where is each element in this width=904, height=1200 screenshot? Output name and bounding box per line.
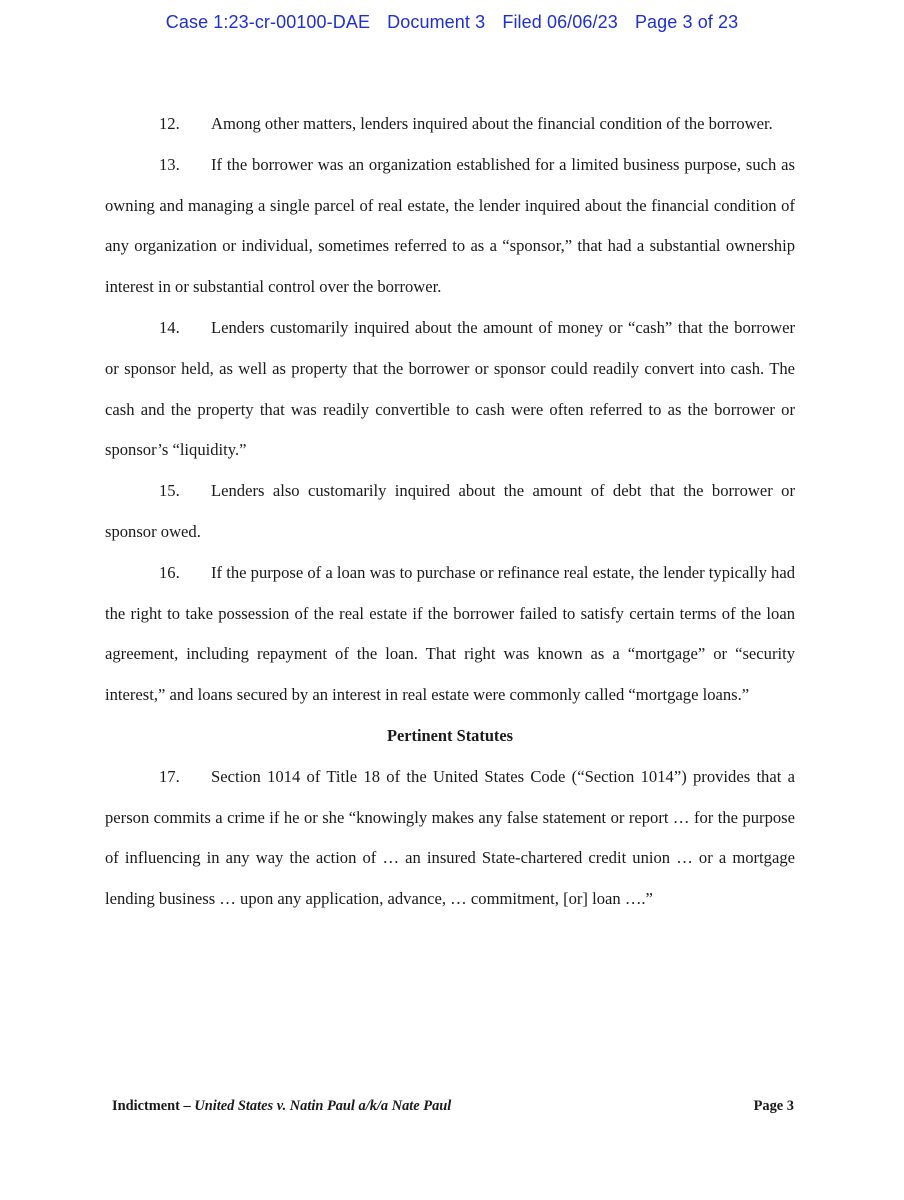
paragraph-number: 13.	[159, 154, 180, 174]
footer-label: Indictment –	[112, 1098, 191, 1114]
paragraph-13	[105, 145, 795, 308]
paragraph-12	[105, 104, 795, 145]
paragraph-15	[105, 471, 795, 553]
case-number: Case 1:23-cr-00100-DAE	[165, 12, 371, 32]
document-body	[105, 104, 795, 920]
filed-date: Filed 06/06/23	[502, 12, 618, 32]
paragraph-number: 16.	[159, 562, 180, 582]
filing-header	[0, 12, 904, 33]
footer-title	[112, 1098, 451, 1115]
page-footer	[112, 1098, 794, 1115]
paragraph-number: 17.	[159, 766, 180, 786]
paragraph-text: Section 1014 of Title 18 of the United States Code (“Section 1014”) provides that a person commits a crime if he or she “knowingly makes any false statement or report … for the purpose of influencing in any way the action of … an insured State-chartered credit union … or a mortgage lending business … upon any application, advance, … commitment, [or] loan ….”	[105, 766, 795, 909]
document-number: Document 3	[387, 12, 486, 32]
paragraph-number: 14.	[159, 317, 180, 337]
section-heading: Pertinent Statutes	[386, 725, 514, 745]
footer-case-name: United States v. Natin Paul a/k/a Nate Paul	[194, 1098, 452, 1114]
paragraph-text: If the borrower was an organization established for a limited business purpose, such as owning and managing a single parcel of real estate, the lender inquired about the financial condition of any organization or individual, sometimes referred to as a “sponsor,” that had a substantial ownership interest in or substantial control over the borrower.	[105, 154, 795, 297]
footer-page-number: Page 3	[753, 1098, 794, 1114]
page-count: Page 3 of 23	[634, 12, 739, 32]
paragraph-number: 12.	[159, 114, 180, 133]
paragraph-14	[105, 308, 795, 471]
paragraph-text: Lenders also customarily inquired about the amount of debt that the borrower or sponsor owed.	[105, 481, 795, 541]
paragraph-text: Among other matters, lenders inquired about the financial condition of the borrower.	[211, 114, 773, 133]
paragraph-17	[105, 757, 795, 920]
paragraph-text: Lenders customarily inquired about the amount of money or “cash” that the borrower or sponsor held, as well as property that the borrower or sponsor could readily convert into cash. The cash and the property that was readily convertible to cash were often referred to as the borrower or sponsor’s “liquidity.”	[105, 317, 795, 460]
paragraph-text: If the purpose of a loan was to purchase or refinance real estate, the lender typically had the right to take possession of the real estate if the borrower failed to satisfy certain terms of the loan agreement, including repayment of the loan. That right was known as a “mortgage” or “security interest,” and loans secured by an interest in real estate were commonly called “mortgage loans.”	[105, 562, 795, 705]
paragraph-16	[105, 553, 795, 716]
paragraph-number: 15.	[159, 481, 180, 501]
